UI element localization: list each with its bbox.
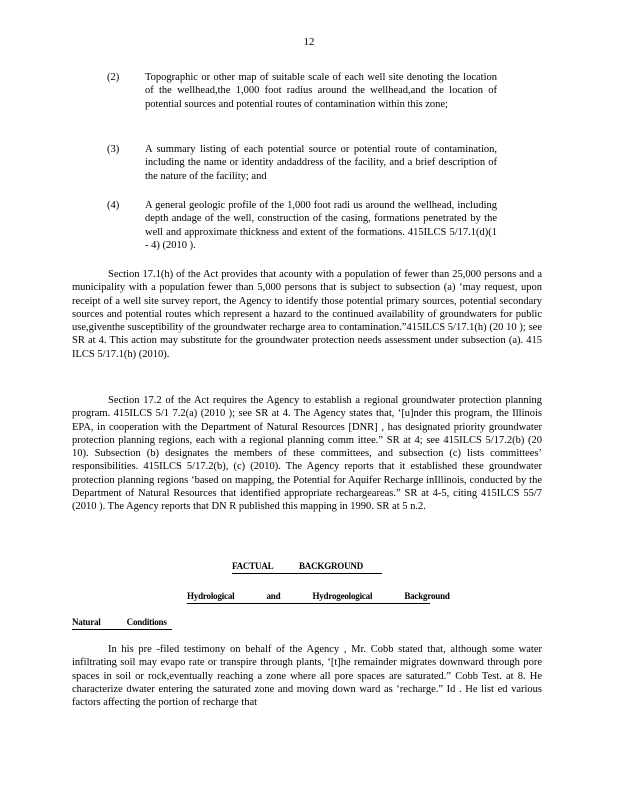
paragraph-text: Section 17.2 of the Act requires the Agency to establish a regional groundwater protection planning program. 415ILCS 5/1 7.2(a) (2010 ); see SR at 4. The Agency states that, ‘[u]nder this program, the Illinois EPA, in cooperation with the Department of Natural Resources [DNR] , has designated priority groundwater protection planning regions, each with a regional planning comm ittee.” SR at 4; see 415ILCS 5/17.2(b) (20 10). Subsection (b) designates the members of these committees, and subsection (c) lists committees’ responsibilities. 415ILCS 5/17.2(b), (c) (2010). The Agency reports that it established these groundwater protection planning regions ‘based on mapping, the Potential for Aquifer Recharge inIllinois, conducted by the Department of Natural Resources that identified appropriate rechargeareas.” SR at 4-5, citing 415ILCS 55/7 (2010 ). The Agency reports that DN R published this mapping in 1990. SR at 5 n.2. <box>72 395 542 513</box>
paragraph-section-17-2 <box>72 394 542 514</box>
list-item-number: (3) <box>107 144 120 155</box>
list-item-number: (4) <box>107 200 120 211</box>
paragraph-natural-conditions <box>72 643 542 709</box>
paragraph-text: In his pre -filed testimony on behalf of the Agency , Mr. Cobb stated that, although some water infiltrating soil may evapo rate or transpire through plants, ‘[t]he remainder migrates downward through pore spaces in soil or rock,eventually reaching a zone where all pore spaces are saturated.” Cobb Test. at 8. He characterize dwater entering the saturated zone and moving down ward as ‘recharge.” Id . He list ed various factors affecting the portion of recharge that <box>72 644 542 709</box>
list-item-text: Topographic or other map of suitable scale of each well site denoting the location of the wellhead,the 1,000 foot radius around the wellhead,and the location of potential sources and potential routes of contamination within this zone; <box>145 72 497 110</box>
heading-underline <box>72 629 172 630</box>
list-item <box>107 143 497 183</box>
paragraph-section-17-1h <box>72 268 542 361</box>
heading-hydrological-background: Hydrological and Hydrogeological Background <box>187 591 450 601</box>
heading-natural-conditions: Natural Conditions <box>72 617 167 627</box>
list-item <box>107 199 497 252</box>
heading-underline <box>187 603 430 604</box>
paragraph-text: Section 17.1(h) of the Act provides that acounty with a population of fewer than 25,000 persons and a municipality with a population fewer than 5,000 persons that is subject to subsection (a) ‘may request, upon receipt of a well site survey report, the Agency to identify those potential primary sources, potential secondary sources and potential routes which represent a hazard to the continued availability of groundwaters for public use,giventhe susceptibility of the groundwater recharge area to contamination.”415ILCS 5/17.1(h) (20 10 ); see SR at 4. This action may substitute for the groundwater protection needs assessment under subsection (a). 415 ILCS 5/17.1(h) (2010). <box>72 269 542 360</box>
heading-factual-background: FACTUAL BACKGROUND <box>232 561 363 571</box>
list-item-number: (2) <box>107 72 120 83</box>
list-item-text: A summary listing of each potential source or potential route of contamination, including the name or identity andaddress of the facility, and a brief description of the nature of the facility; and <box>145 144 497 182</box>
page-number: 12 <box>303 36 315 48</box>
list-item <box>107 71 497 111</box>
heading-underline <box>232 573 382 574</box>
list-item-text: A general geologic profile of the 1,000 foot radi us around the wellhead, including depth andage of the well, construction of the casing, formations penetrated by the well and approximate thickness and extent of the formations. 415ILCS 5/17.1(d)(1 - 4) (2010 ). <box>145 200 497 251</box>
